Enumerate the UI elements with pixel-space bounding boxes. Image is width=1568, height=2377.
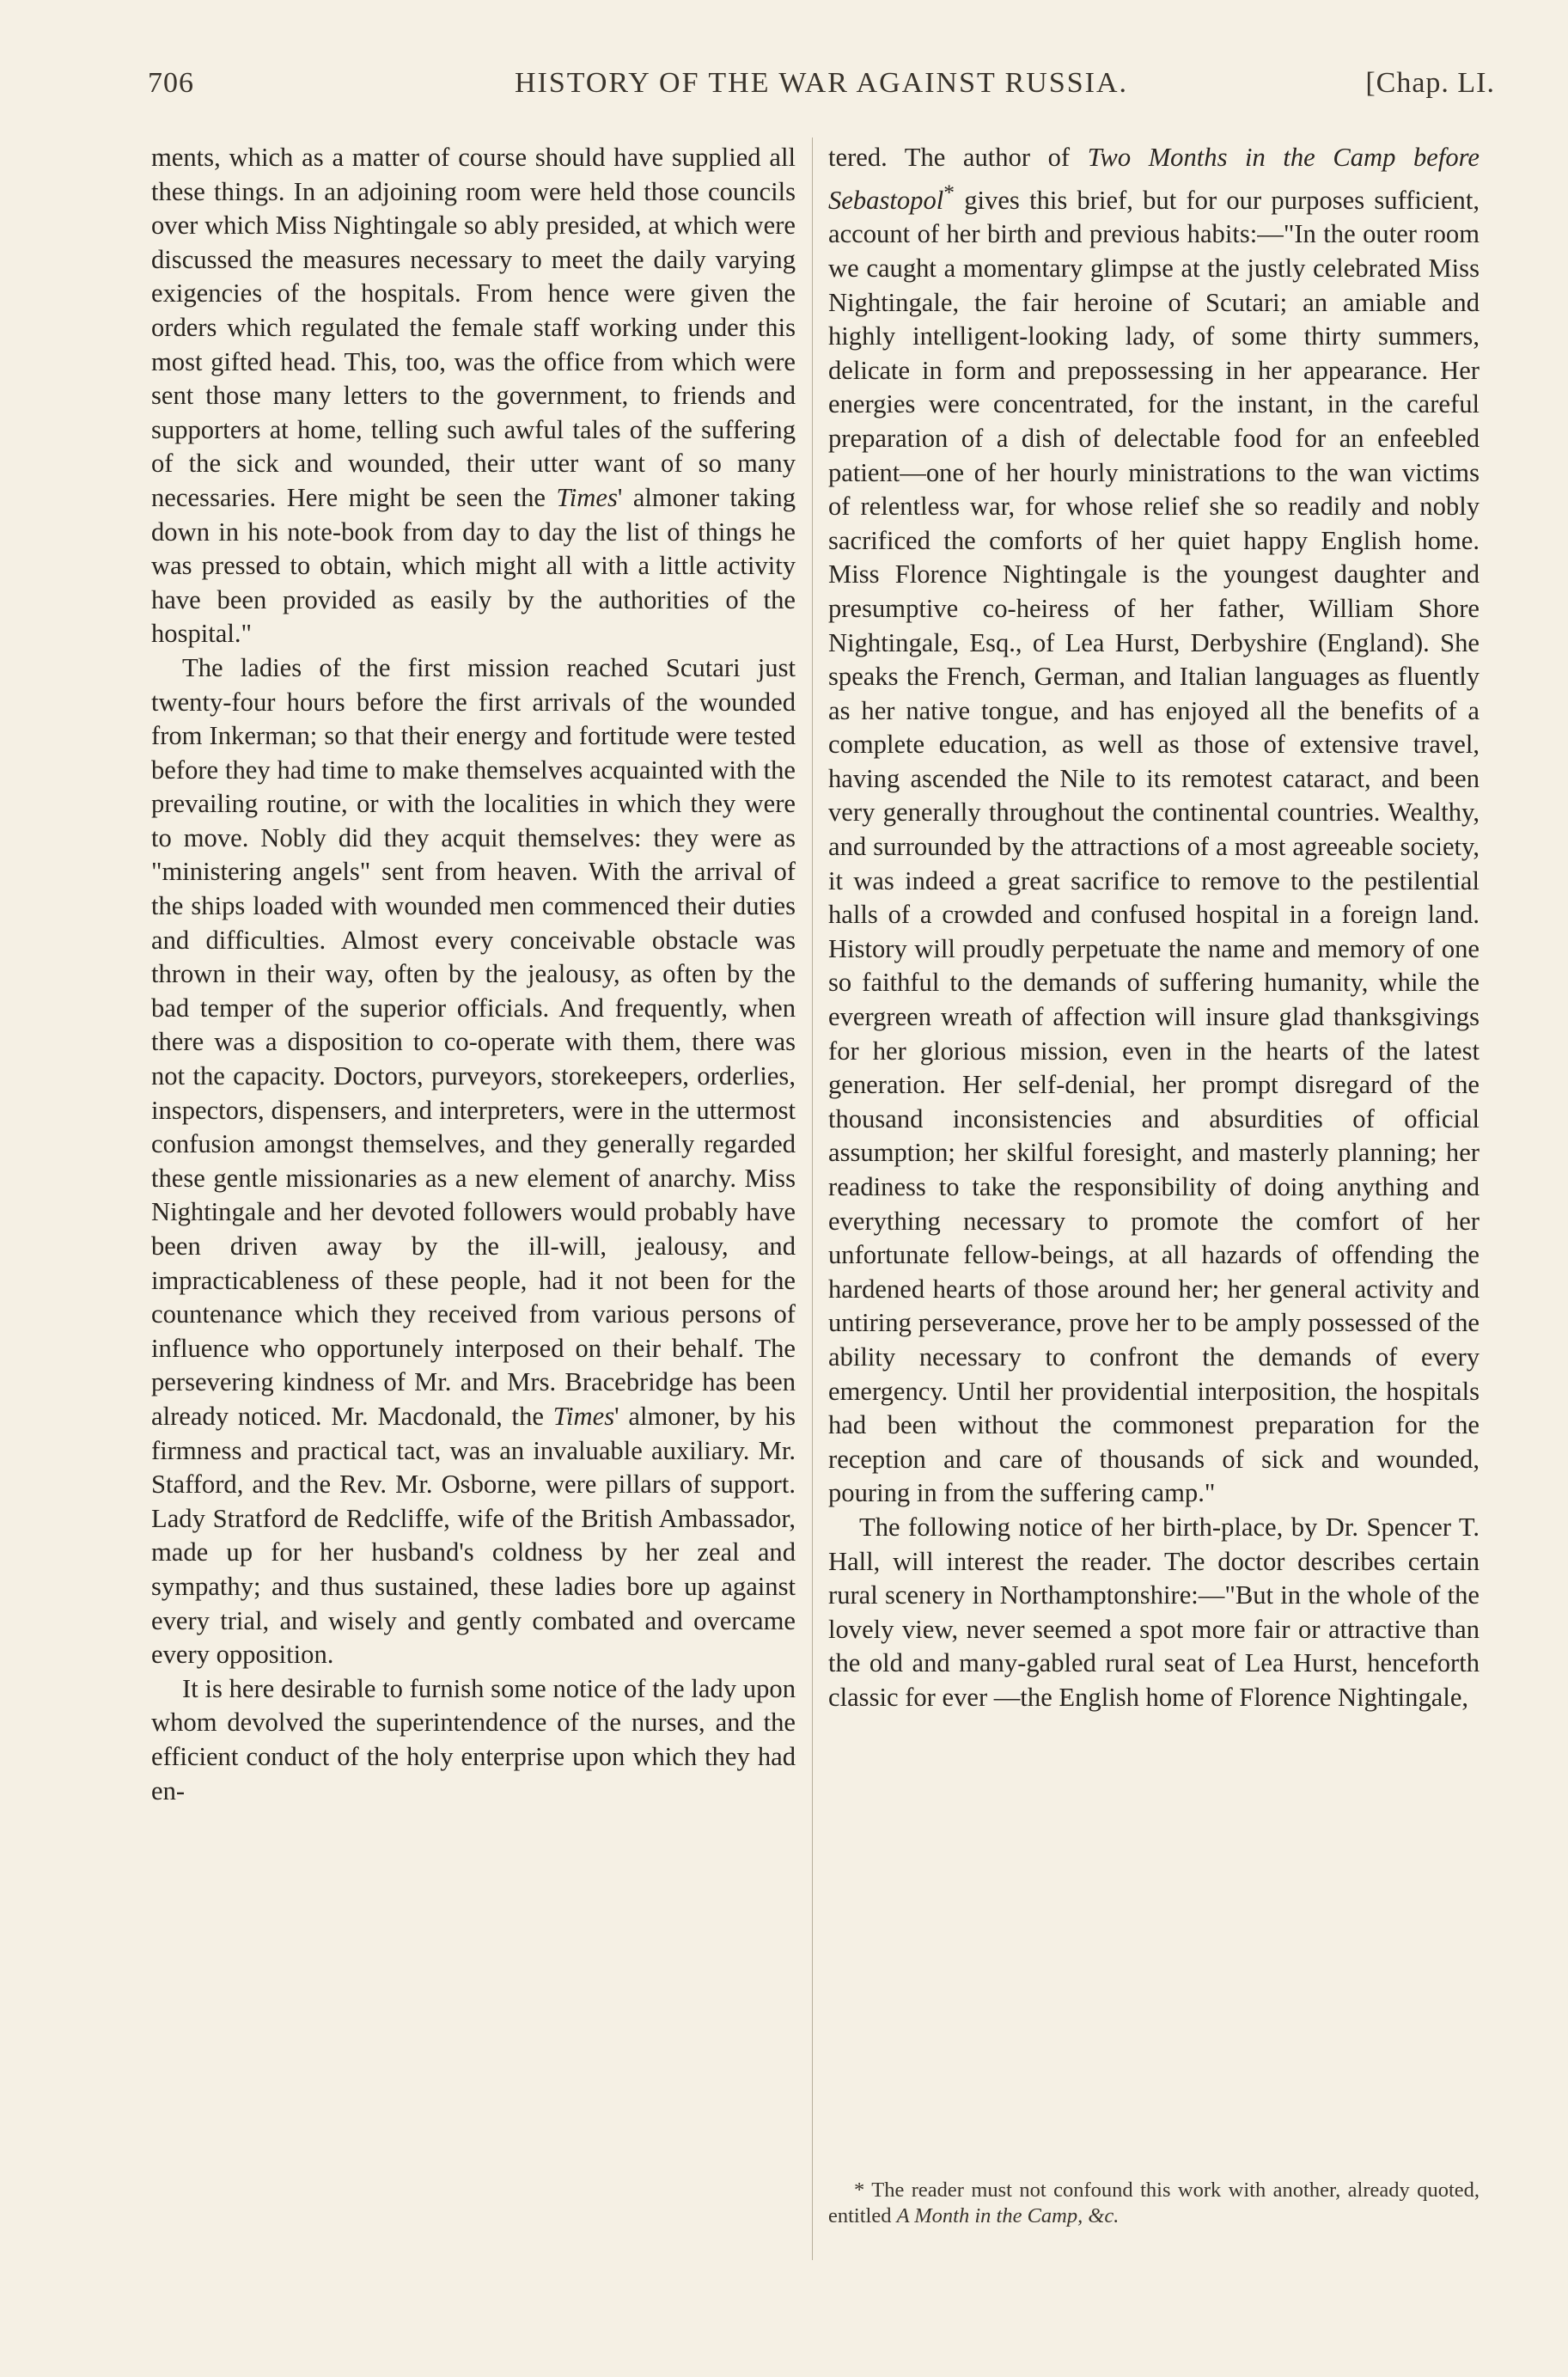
running-title: HISTORY OF THE WAR AGAINST RUSSIA. — [514, 67, 1129, 99]
paragraph: The following notice of her birth-place, by Dr. Spencer T. Hall, will interest the reader. The doctor describes certain rural scenery in Northamptonshire:—"But in the whole of the lovely view, never seemed a spot more fair or attractive than the old and many-gabled rural seat of Lea Hurst, henceforth classic for ever —the English home of Florence Nightingale, — [828, 1512, 1480, 1712]
column-divider — [812, 137, 813, 2260]
paragraph: ments, which as a matter of course should have supplied all these things. In an adjoining room were held those councils over which Miss Nightingale so ably presided, at which were discussed the measures necessary to meet the daily varying exigencies of the hospitals. From hence were given the orders which regulated the female staff working under this most gifted head. This, too, was the office from which were sent those many letters to the government, to friends and supporters at home, telling such awful tales of the suffering of the sick and wounded, their utter want of so many necessaries. Here might be seen the Times' almoner taking down in his note-book from day to day the list of things he was pressed to obtain, which might all with a little activity have been provided as easily by the authorities of the hospital." — [151, 143, 796, 649]
footnote-mark: * — [854, 2178, 865, 2202]
book-title: Two Months in the Camp before Sebastopol — [828, 143, 1480, 215]
right-column — [828, 141, 1480, 1715]
footnote-title: A Month in the Camp, &c. — [896, 2204, 1120, 2227]
paragraph: It is here desirable to furnish some notice of the lady upon whom devolved the superintendence of the nurses, and the efficient conduct of the holy enterprise upon which they had en- — [151, 1673, 796, 1806]
paragraph: tered. The author of Two Months in the Camp before Sebastopol* gives this brief, but for our purposes sufficient, account of her birth and previous habits:—"In the outer room we caught a momentary glimpse at the justly celebrated Miss Nightingale, the fair heroine of Scutari; an amiable and highly intelligent-looking lady, of some thirty summers, delicate in form and prepossessing in her appearance. Her energies were concentrated, for the instant, in the careful preparation of a dish of delectable food for an enfeebled patient—one of her hourly ministrations to the wan victims of relentless war, for whose relief she so readily and nobly sacrificed the comforts of her quiet happy English home. Miss Florence Nightingale is the youngest daughter and presumptive co-heiress of her father, William Shore Nightingale, Esq., of Lea Hurst, Derbyshire (England). She speaks the French, German, and Italian languages as fluently as her native tongue, and has enjoyed all the benefits of a complete education, as well as those of extensive travel, having ascended the Nile to its remotest cataract, and been very generally throughout the continental countries. Wealthy, and surrounded by the attractions of a most agreeable society, it was indeed a great sacrifice to remove to the pestilential halls of a crowded and confused hospital in a foreign land. History will proudly perpetuate the name and memory of one so faithful to the demands of suffering humanity, while the evergreen wreath of affection will insure glad thanksgivings for her glorious mission, even in the hearts of the latest generation. Her self-denial, her prompt disregard of the thousand inconsistencies and absurdities of official assumption; her skilful foresight, and masterly planning; her readiness to take the responsibility of doing anything and everything necessary to promote the comfort of her unfortunate fellow-beings, at all hazards of offending the hardened hearts of those around her; her general activity and untiring perseverance, prove her to be amply possessed of the ability necessary to confront the demands of every emergency. Until her providential interposition, the hospitals had been without the commonest preparation for the reception and care of thousands of sick and wounded, pouring in from the suffering camp." — [828, 143, 1480, 1508]
paragraph: The ladies of the first mission reached Scutari just twenty-four hours before the first arrivals of the wounded from Inkerman; so that their energy and fortitude were tested before they had time to make themselves acquainted with the prevailing routine, or with the localities in which they were to move. Nobly did they acquit themselves: they were as "ministering angels" sent from heaven. With the arrival of the ships loaded with wounded men commenced their duties and difficulties. Almost every conceivable obstacle was thrown in their way, often by the jealousy, as often by the bad temper of the superior officials. And frequently, when there was a disposition to co-operate with them, there was not the capacity. Doctors, purveyors, storekeepers, orderlies, inspectors, dispensers, and interpreters, were in the uttermost confusion amongst themselves, and they generally regarded these gentle missionaries as a new element of anarchy. Miss Nightingale and her devoted followers would probably have been driven away by the ill-will, jealousy, and impracticableness of these people, had it not been for the countenance which they received from various persons of influence who opportunely interposed on their behalf. The persevering kindness of Mr. and Mrs. Bracebridge has been already noticed. Mr. Macdonald, the Times' almoner, by his firmness and practical tact, was an invaluable auxiliary. Mr. Stafford, and the Rev. Mr. Osborne, were pillars of support. Lady Stratford de Redcliffe, wife of the British Ambassador, made up for her husband's coldness by her zeal and sympathy; and thus sustained, these ladies bore up against every trial, and wisely and gently combated and overcame every opposition. — [151, 652, 796, 1670]
chapter-label: [Chap. LI. — [1365, 67, 1495, 99]
page-number: 706 — [148, 67, 194, 99]
running-header — [148, 67, 1495, 110]
footnote: * The reader must not confound this work with another, already quoted, entitled A Month in the Camp, &c. — [828, 2178, 1480, 2227]
footnote-reference[interactable]: * — [943, 179, 955, 205]
left-column — [151, 141, 796, 1808]
